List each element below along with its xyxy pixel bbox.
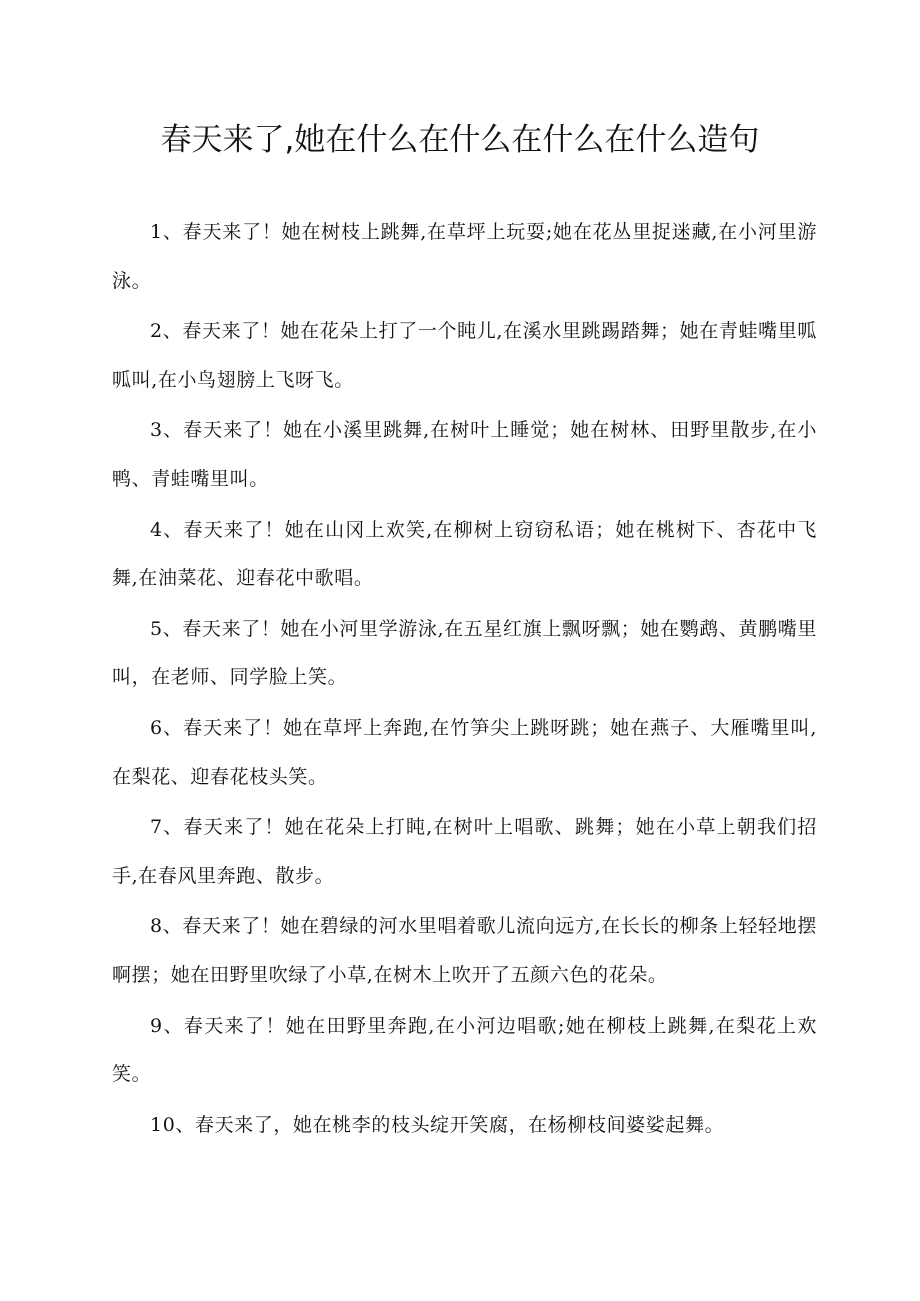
paragraph-4: 4、春天来了！她在山冈上欢笑,在柳树上窃窃私语；她在桃树下、杏花中飞舞,在油菜花、迎春花中歌唱。 xyxy=(112,518,817,590)
paragraph-6: 6、春天来了！她在草坪上奔跑,在竹笋尖上跳呀跳；她在燕子、大雁嘴里叫,在梨花、迎春花枝头笑。 xyxy=(112,716,817,788)
paragraph-3: 3、春天来了！她在小溪里跳舞,在树叶上睡觉；她在树林、田野里散步,在小鸭、青蛙嘴里叫。 xyxy=(112,419,817,490)
paragraph-8: 8、春天来了！她在碧绿的河水里唱着歌儿流向远方,在长长的柳条上轻轻地摆啊摆；她在田野里吹绿了小草,在树木上吹开了五颜六色的花朵。 xyxy=(112,915,817,986)
paragraph-9: 9、春天来了！她在田野里奔跑,在小河边唱歌;她在柳枝上跳舞,在梨花上欢笑。 xyxy=(112,1014,817,1086)
paragraph-2: 2、春天来了！她在花朵上打了一个盹儿,在溪水里跳踢踏舞；她在青蛙嘴里呱呱叫,在小鸟翅膀上飞呀飞。 xyxy=(112,320,817,391)
page-title: 春天来了,她在什么在什么在什么在什么造句 xyxy=(160,122,760,158)
paragraph-10: 10、春天来了，她在桃李的枝头绽开笑腐，在杨柳枝间婆娑起舞。 xyxy=(150,1113,725,1136)
paragraph-1: 1、春天来了！她在树枝上跳舞,在草坪上玩耍;她在花丛里捉迷藏,在小河里游泳。 xyxy=(112,221,817,292)
paragraph-5: 5、春天来了！她在小河里学游泳,在五星红旗上飘呀飘；她在鹦鹉、黄鹏嘴里叫，在老师、同学脸上笑。 xyxy=(112,617,817,689)
paragraph-7: 7、春天来了！她在花朵上打盹,在树叶上唱歌、跳舞；她在小草上朝我们招手,在春风里奔跑、散步。 xyxy=(112,816,817,887)
document-body xyxy=(112,208,817,1151)
